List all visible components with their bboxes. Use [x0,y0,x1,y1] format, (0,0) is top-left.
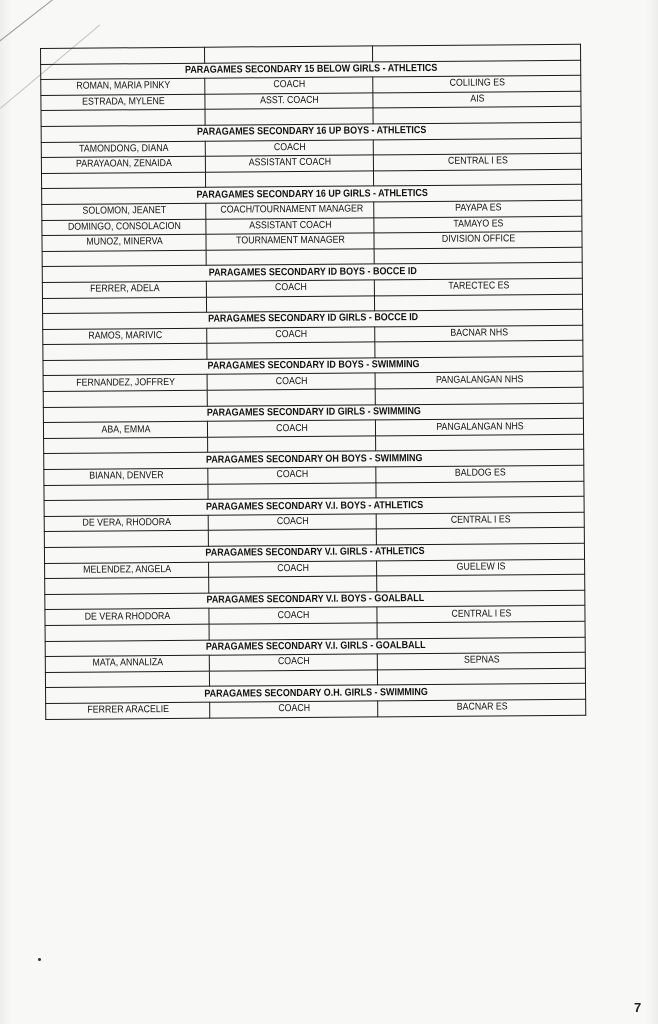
blank-cell [54,531,198,548]
school-cell: SEPNAS [390,652,573,669]
blank-cell [215,46,363,63]
blank-cell [53,344,197,361]
blank-cell [388,434,571,451]
coach-name-cell: MELENDEZ, ANGELA [54,562,198,579]
blank-cell [218,483,366,500]
section-title: PARAGAMES SECONDARY 15 BELOW GIRLS - ATHLETICS [73,60,548,79]
school-cell: PANGALANGAN NHS [388,372,571,389]
school-cell: CENTRAL I ES [389,512,572,529]
blank-cell [217,389,365,406]
coach-role-cell: COACH [218,467,366,484]
coach-name-cell: DOMINGO, CONSOLACION [52,219,196,236]
section-title: PARAGAMES SECONDARY V.I. GIRLS - ATHLETICS [77,543,552,562]
coach-role-cell: COACH [215,140,363,157]
section-title: PARAGAMES SECONDARY 16 UP BOYS - ATHLETICS [74,122,549,141]
school-cell: DIVISION OFFICE [386,231,569,248]
section-title: PARAGAMES SECONDARY V.I. BOYS - GOALBALL [77,590,552,609]
coach-name-cell: FERRER, ADELA [52,281,196,298]
section-title: PARAGAMES SECONDARY OH BOYS - SWIMMING [76,450,551,469]
coach-name-cell: SOLOMON, JEANET [52,203,196,220]
blank-cell [388,387,571,404]
blank-cell [52,250,196,267]
coach-role-cell: COACH [218,420,366,437]
school-cell: PAYAPA ES [386,200,569,217]
school-cell: TAMAYO ES [386,216,569,233]
section-title: PARAGAMES SECONDARY ID BOYS - SWIMMING [75,356,550,375]
school-cell: BALDOG ES [388,465,571,482]
coach-role-cell: ASST. COACH [215,93,363,110]
coach-role-cell: COACH [219,654,367,671]
blank-cell [218,436,366,453]
blank-cell [55,671,199,688]
coaches-roster-sheet [40,44,585,720]
school-cell [386,138,569,155]
section-title: PARAGAMES SECONDARY 16 UP GIRLS - ATHLETICS [74,185,549,204]
blank-cell [51,172,195,189]
coach-name-cell: PARAYAOAN, ZENAIDA [51,156,195,173]
section-title: PARAGAMES SECONDARY V.I. BOYS - ATHLETICS [76,497,551,516]
blank-cell [219,623,367,640]
blank-cell [52,297,196,314]
coach-role-cell: COACH [217,373,365,390]
blank-cell [216,249,364,266]
blank-cell [389,575,572,592]
blank-cell [53,390,197,407]
blank-cell [390,668,573,685]
blank-cell [386,169,569,186]
coach-name-cell: MATA, ANNALIZA [55,655,199,672]
coach-role-cell: ASSISTANT COACH [216,217,364,234]
roster-table-body [41,44,586,719]
school-cell: AIS [385,91,568,108]
coach-role-cell: TOURNAMENT MANAGER [216,233,364,250]
coach-role-cell: COACH [219,561,367,578]
coach-role-cell: COACH [216,280,364,297]
blank-cell [389,528,572,545]
scan-speck [38,958,41,961]
coach-role-cell: COACH [220,701,368,718]
blank-cell [55,577,199,594]
blank-cell [217,342,365,359]
blank-cell [387,294,570,311]
blank-cell [390,621,573,638]
blank-cell [219,576,367,593]
coach-role-cell: COACH [219,607,367,624]
coach-role-cell: COACH [215,77,363,94]
blank-cell [219,670,367,687]
blank-cell [388,481,571,498]
section-title: PARAGAMES SECONDARY O.H. GIRLS - SWIMMING [78,684,553,703]
coach-name-cell: ROMAN, MARIA PINKY [51,78,195,95]
coach-role-cell: COACH/TOURNAMENT MANAGER [216,202,364,219]
school-cell: GUELEW IS [389,559,572,576]
blank-cell [54,484,198,501]
coach-role-cell: COACH [218,514,366,531]
blank-cell [215,108,363,125]
school-cell: TARECTEC ES [387,278,570,295]
blank-cell [385,107,568,124]
coach-name-cell: DE VERA, RHODORA [54,515,198,532]
coach-name-cell: FERNANDEZ, JOFFREY [53,375,197,392]
blank-cell [51,110,195,127]
blank-cell [385,44,568,61]
blank-cell [216,171,364,188]
page-number: 7 [634,1000,642,1015]
blank-cell [218,529,366,546]
coach-role-cell: ASSISTANT COACH [215,155,363,172]
coach-name-cell: TAMONDONG, DIANA [51,141,195,158]
section-title: PARAGAMES SECONDARY V.I. GIRLS - GOALBALL [78,637,553,656]
coach-name-cell: ABA, EMMA [53,422,197,439]
coaches-roster-table [40,44,586,720]
section-title: PARAGAMES SECONDARY ID BOYS - BOCCE ID [75,263,550,282]
coach-name-cell: BIANAN, DENVER [54,468,198,485]
school-cell: COLILING ES [385,76,568,93]
coach-name-cell: ESTRADA, MYLENE [51,94,195,111]
blank-cell [50,47,194,64]
coach-role-cell: COACH [217,327,365,344]
blank-cell [53,437,197,454]
school-cell: BACNAR ES [390,699,573,716]
school-cell: CENTRAL I ES [389,606,572,623]
section-title: PARAGAMES SECONDARY ID GIRLS - BOCCE ID [75,310,550,329]
coach-name-cell: MUNOZ, MINERVA [52,234,196,251]
coach-name-cell: RAMOS, MARIVIC [53,328,197,345]
school-cell: CENTRAL I ES [386,154,569,171]
blank-cell [217,295,365,312]
section-title: PARAGAMES SECONDARY ID GIRLS - SWIMMING [76,403,551,422]
school-cell: PANGALANGAN NHS [388,419,571,436]
coach-name-cell: DE VERA RHODORA [55,609,199,626]
blank-cell [387,247,570,264]
school-cell: BACNAR NHS [387,325,570,342]
blank-cell [387,341,570,358]
coach-name-cell: FERRER ARACELIE [55,702,199,719]
blank-cell [55,624,199,641]
